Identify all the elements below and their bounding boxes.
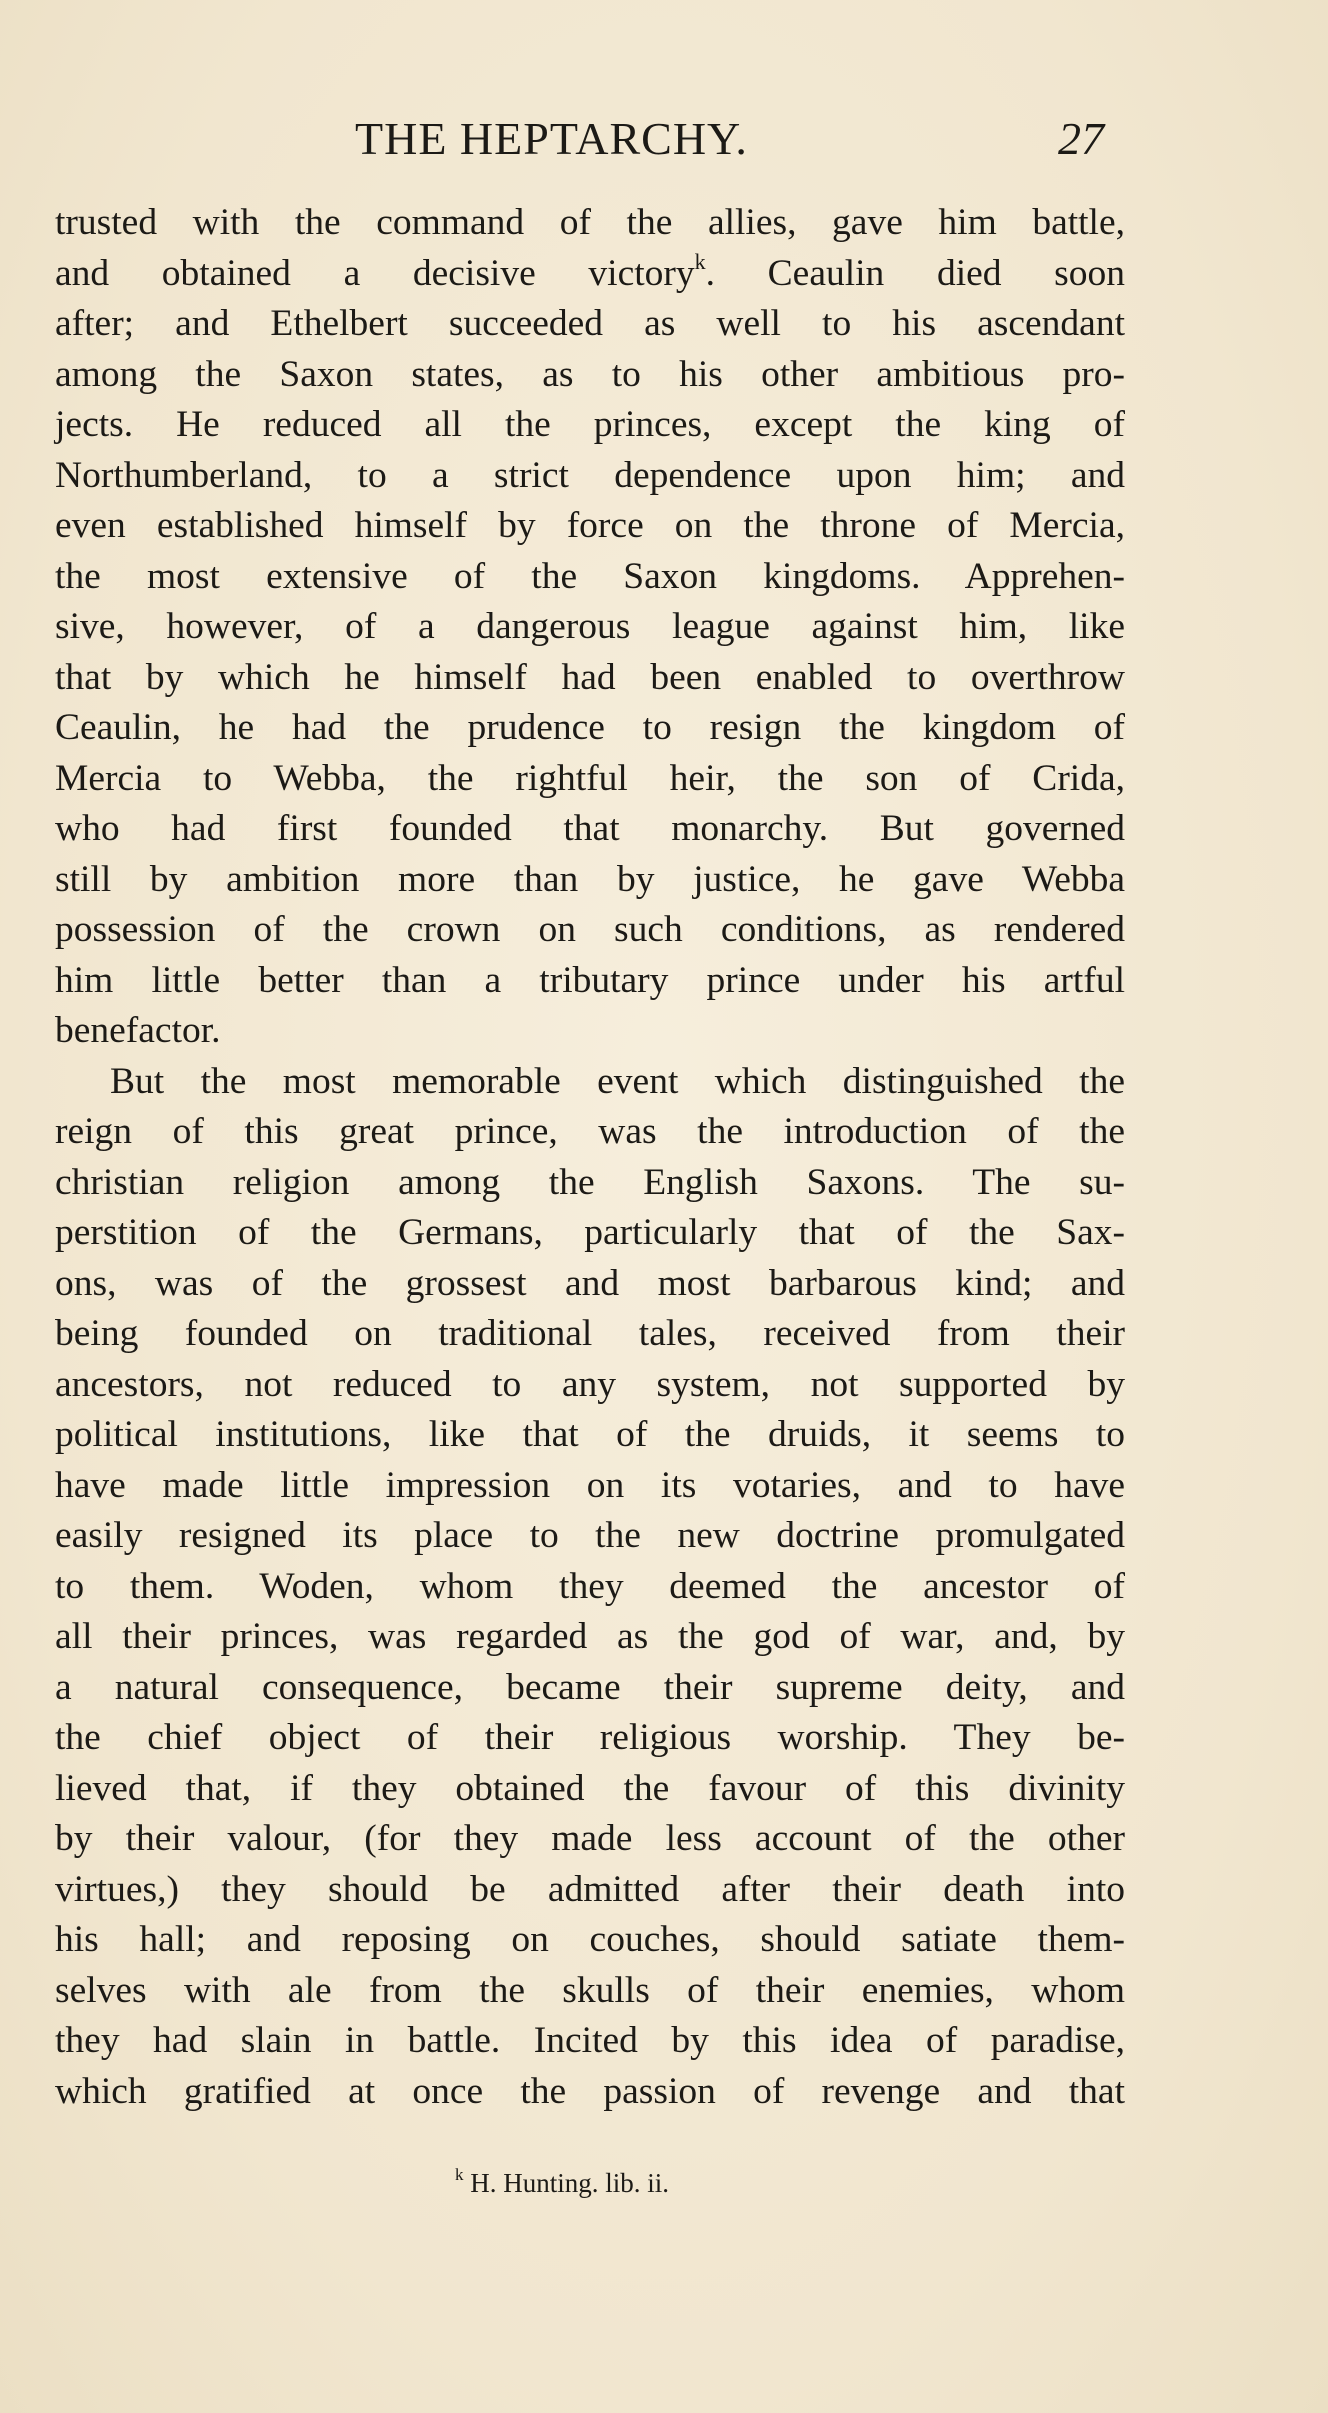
text-line: a natural consequence, became their supreme deity, and <box>55 1666 1125 1708</box>
text-line: perstition of the Germans, particularly that of the Sax- <box>55 1212 1125 1253</box>
text-line: that by which he himself had been enabled to overthrow <box>55 656 1125 698</box>
text-line: the chief object of their religious worship. They be- <box>55 1717 1125 1758</box>
text-line: sive, however, of a dangerous league against him, like <box>55 606 1125 647</box>
text-line: among the Saxon states, as to his other ambitious pro- <box>55 353 1125 395</box>
text-line: who had first founded that monarchy. But governed <box>55 808 1125 849</box>
footnote <box>455 2165 670 2199</box>
text-line: being founded on traditional tales, received from their <box>55 1313 1125 1354</box>
text-line: jects. He reduced all the princes, except the king of <box>55 404 1125 445</box>
text-line: after; and Ethelbert succeeded as well to his ascendant <box>55 303 1125 344</box>
text-line: ancestors, not reduced to any system, not supported by <box>55 1363 1125 1405</box>
footnote-marker: k <box>455 2165 464 2184</box>
text-line-segment: Ceaulin died soon <box>767 252 1126 294</box>
text-line: selves with ale from the skulls of their enemies, whom <box>55 1969 1125 2011</box>
text-line: by their valour, (for they made less account of the other <box>55 1818 1125 1859</box>
text-line: even established himself by force on the throne of Mercia, <box>55 505 1125 546</box>
text-line: christian religion among the English Saxons. The su- <box>55 1161 1125 1203</box>
text-line <box>55 249 1125 300</box>
text-line: easily resigned its place to the new doctrine promulgated <box>55 1515 1125 1556</box>
footnote-reference: k <box>694 248 706 274</box>
footnote-text: H. Hunting. lib. ii. <box>470 2168 670 2198</box>
text-line: have made little impression on its votaries, and to have <box>55 1464 1125 1506</box>
page-number: 27 <box>1058 113 1104 164</box>
text-line-segment: and obtained a decisive victory <box>55 252 695 294</box>
text-line: ons, was of the grossest and most barbarous kind; and <box>55 1262 1125 1304</box>
text-line: benefactor. <box>55 1010 221 1051</box>
text-line: possession of the crown on such conditions, as rendered <box>55 909 1125 950</box>
page-header <box>0 112 1328 172</box>
text-line: But the most memorable event which distinguished the <box>110 1060 1125 1102</box>
text-line: lieved that, if they obtained the favour of this divinity <box>55 1767 1125 1809</box>
text-line: Ceaulin, he had the prudence to resign the kingdom of <box>55 707 1125 748</box>
text-line: they had slain in battle. Incited by this idea of paradise, <box>55 2020 1125 2061</box>
text-line: virtues,) they should be admitted after their death into <box>55 1868 1125 1910</box>
text-line-segment: . <box>705 252 715 294</box>
text-line: still by ambition more than by justice, he gave Webba <box>55 858 1125 900</box>
text-line: which gratified at once the passion of revenge and that <box>55 2070 1125 2112</box>
running-title: THE HEPTARCHY. <box>355 113 748 164</box>
text-line: political institutions, like that of the druids, it seems to <box>55 1414 1125 1455</box>
text-line: to them. Woden, whom they deemed the ancestor of <box>55 1565 1125 1607</box>
text-line: reign of this great prince, was the introduction of the <box>55 1111 1125 1152</box>
text-line: the most extensive of the Saxon kingdoms. Apprehen- <box>55 555 1125 597</box>
text-line: Northumberland, to a strict dependence upon him; and <box>55 454 1125 496</box>
text-line: trusted with the command of the allies, gave him battle, <box>55 202 1125 243</box>
text-line: Mercia to Webba, the rightful heir, the son of Crida, <box>55 757 1125 799</box>
text-line: him little better than a tributary prince under his artful <box>55 959 1125 1001</box>
body-text <box>55 198 1125 2117</box>
text-line: all their princes, was regarded as the god of war, and, by <box>55 1616 1125 1657</box>
text-line: his hall; and reposing on couches, should satiate them- <box>55 1919 1125 1960</box>
